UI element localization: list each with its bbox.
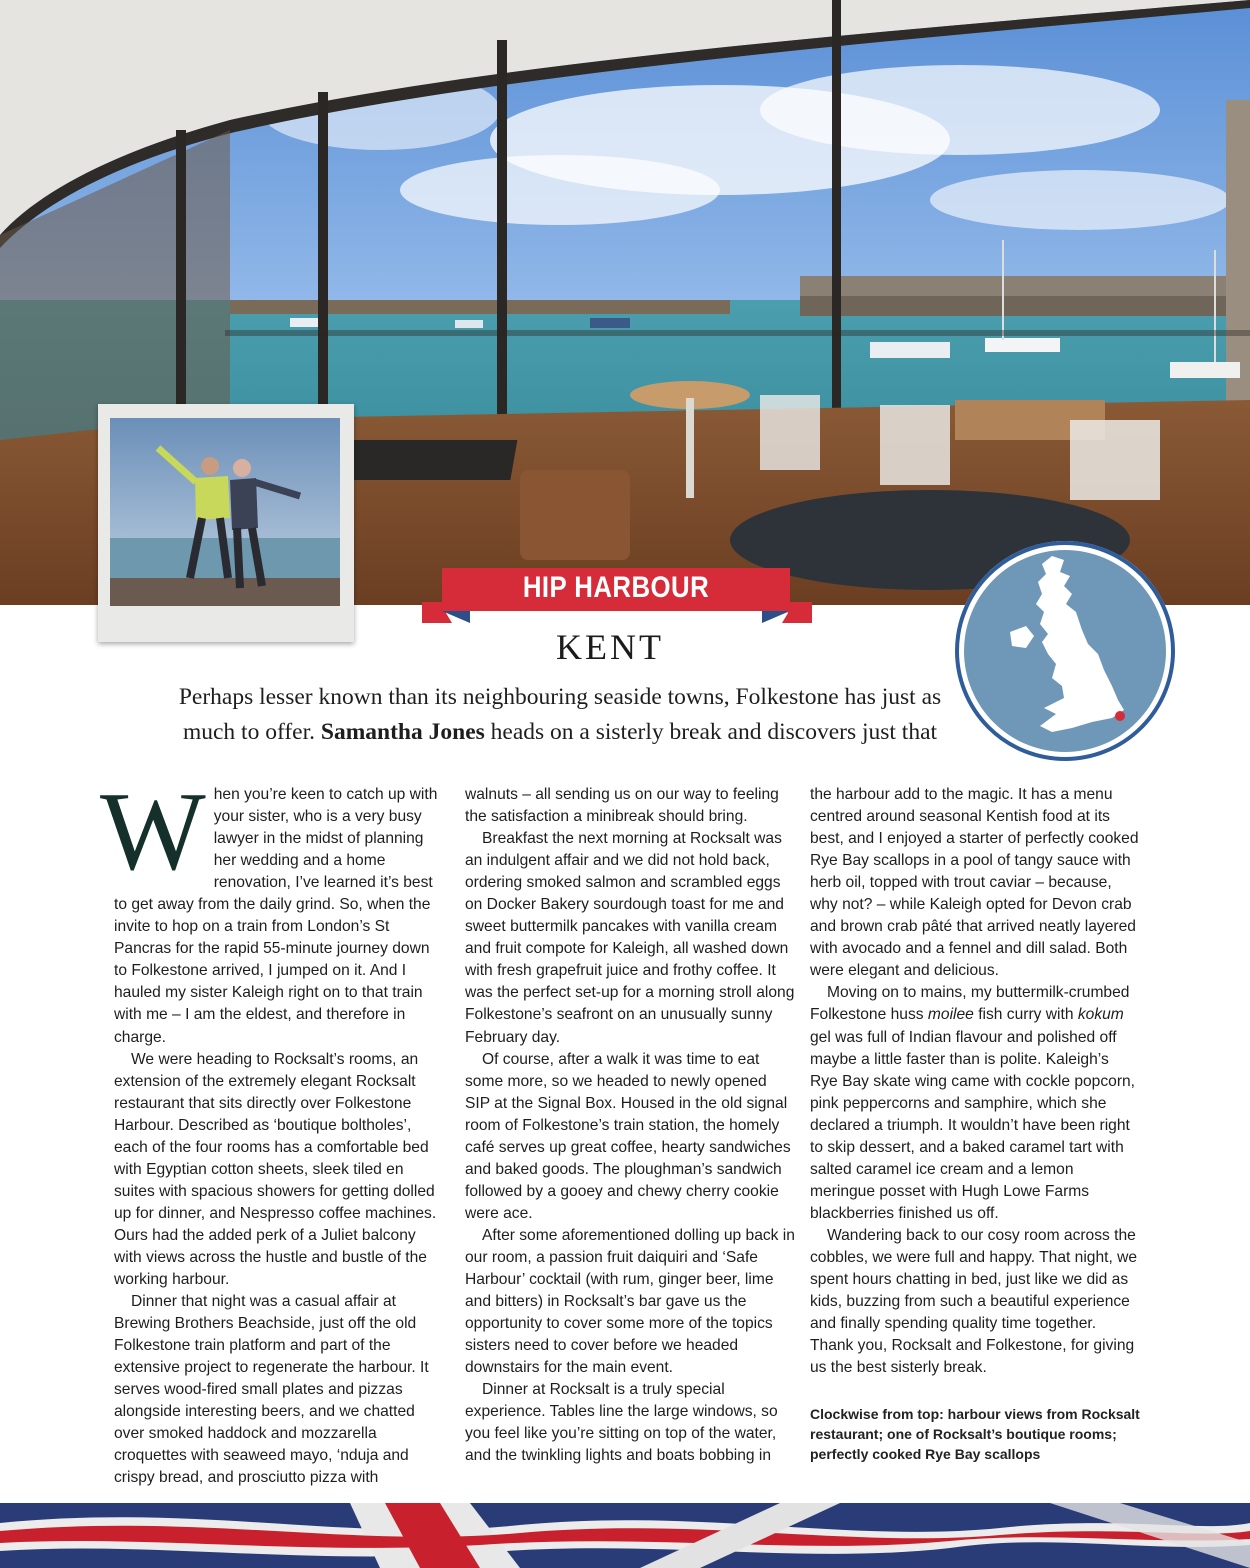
article-paragraph: Dinner at Rocksalt is a truly special experience. Tables line the large windows, so you feel like you’re sitting on top of the water, and the twinkling lights and boats bobbing in [465,1381,778,1465]
article-paragraph: Breakfast the next morning at Rocksalt was an indulgent affair and we did not hold back, ordering smoked salmon and scrambled eggs on Docker Bakery sourdough toast for me and sweet buttermilk pancakes with vanilla cream and fruit compote for Kaleigh, all washed down with fresh grapefruit juice and frothy coffee. It was the perfect set-up for a morning stroll along Folkestone’s seafront on an unusually sunny February day. [465,830,795,1046]
paragraph-text: hen you’re keen to catch up with your sister, who is a very busy lawyer in the midst of planning her wedding and a home renovation, I’ve learned it’s best to get away from the daily grind. So, when the invite to hop on a train from London’s St Pancras for the rapid 55-minute journey down to Folkestone arrived, I jumped on it. And I hauled my sister Kaleigh right on to that train with me – I am the eldest, and therefore in charge. [114,786,438,1046]
paragraph-text: fish curry with [978,1006,1074,1024]
sisters-beach-photo [110,418,340,606]
article-column-3 [810,784,1140,1379]
drop-cap: W [100,770,206,894]
standfirst-intro: Perhaps lesser known than its neighbouring seaside towns, Folkestone has just as much to offer. [178,684,942,745]
standfirst-outro: heads on a sisterly break and discovers just that [490,719,938,745]
article-paragraph: the harbour add to the magic. It has a menu centred around seasonal Kentish food at its best, and I enjoyed a starter of perfectly cooked Rye Bay scallops in a pool of tangy sauce with herb oil, topped with trout caviar – because, why not? – while Kaleigh opted for Devon crab and brown crab pâté that arrived neatly layered with avocado and a fennel and dill salad. Both were elegant and delicious. [810,786,1139,980]
photo-caption: Clockwise from top: harbour views from Rocksalt restaurant; one of Rocksalt’s boutique rooms; perfectly cooked Rye Bay scallops [810,1406,1140,1462]
uk-locator-map [952,538,1178,764]
article-column-1 [100,770,444,1490]
italic-term: moilee [927,1006,974,1024]
article-paragraph: walnuts – all sending us on our way to feeling the satisfaction a minibreak should bring. [465,786,779,826]
article-paragraph: Dinner that night was a casual affair at Brewing Brothers Beachside, just off the old Folkestone train platform and part of the extensive project to regenerate the harbour. It serves wood-fired small plates and pizzas alongside interesting beers, and we chatted over smoked haddock and mozzarella croquettes with seaweed mayo, ‘nduja and crispy bread, and prosciutto pizza with [114,1293,429,1487]
standfirst [150,680,970,750]
author-name: Samantha Jones [320,719,485,745]
italic-term: kokum [1077,1006,1124,1024]
region-title: KENT [556,627,664,667]
paragraph-text: gel was full of Indian flavour and polished off maybe a little faster than is polite. Kaleigh’s Rye Bay skate wing came with cockle popcorn, pink peppercorns and samphire, which she declared a triumph. It wouldn’t have been right to skip dessert, and a baked caramel tart with salted caramel ice cream and a lemon meringue posset with Hugh Lowe Farms blackberries finished us off. [810,1028,1136,1222]
union-flag-strip [0,1503,1250,1568]
kent-location-marker [1115,711,1125,721]
article-paragraph [810,982,1140,1225]
article-column-2 [465,784,795,1467]
polaroid-photo [98,404,354,642]
paragraph-text: Moving on to mains, my buttermilk-crumbed Folkestone huss [810,984,1130,1024]
banner-label: HIP HARBOUR [522,571,710,604]
article-paragraph: Of course, after a walk it was time to eat some more, so we headed to newly opened SIP at the Signal Box. Housed in the old signal room of Folkestone’s train station, the homely café serves up great coffee, hearty sandwiches and baked goods. The ploughman’s sandwich followed by a gooey and chewy cherry cookie were ace. [465,1050,791,1222]
article-paragraph: Wandering back to our cosy room across the cobbles, we were full and happy. That night, we spent hours chatting in bed, just like we did as kids, buzzing from such a beautiful experience and finally spending quality time together. Thank you, Rocksalt and Folkestone, for giving us the best sisterly break. [810,1226,1138,1377]
article-paragraph: After some aforementioned dolling up back in our room, a passion fruit daiquiri and ‘Safe Harbour’ cocktail (with rum, ginger beer, lime and bitters) in Rocksalt’s bar gave us the opportunity to cover some more of the topics sisters need to cover before we headed downstairs for the main event. [465,1226,795,1377]
article-paragraph [100,770,444,1049]
article-paragraph: We were heading to Rocksalt’s rooms, an extension of the extremely elegant Rocksalt restaurant that sits directly over Folkestone Harbour. Described as ‘boutique boltholes’, each of the four rooms has a comfortable bed with Egyptian cotton sheets, sleek tiled en suites with spacious showers for getting dolled up for dinner, and Nespresso coffee machines. Ours had the added perk of a Juliet balcony with views across the hustle and bustle of the working harbour. [114,1050,437,1289]
